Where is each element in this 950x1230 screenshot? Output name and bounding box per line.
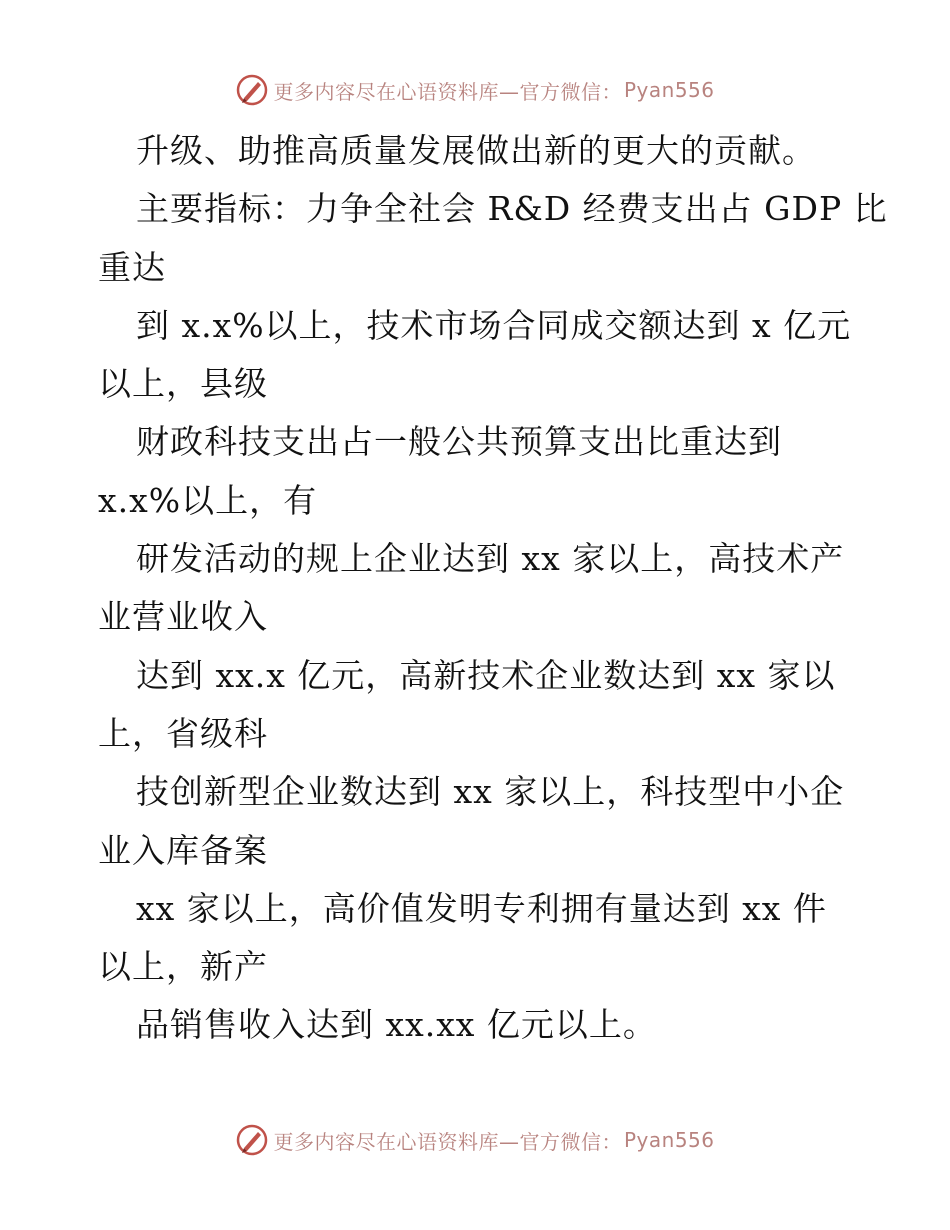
- text-line: 业营业收入: [98, 597, 268, 637]
- text-line: 达到 xx.x 亿元，高新技术企业数达到 xx 家以: [136, 655, 836, 695]
- document-body: [98, 122, 888, 1055]
- text-line: 研发活动的规上企业达到 xx 家以上，高技术产: [136, 539, 845, 579]
- text-line: 以上，县级: [98, 364, 268, 404]
- text-line: 技创新型企业数达到 xx 家以上，科技型中小企: [136, 772, 845, 812]
- text-line: 财政科技支出占一般公共预算支出比重达到: [136, 422, 782, 462]
- watermark-header: [0, 70, 950, 110]
- watermark-text: 更多内容尽在心语资料库—官方微信：: [273, 1129, 622, 1154]
- watermark-text: 更多内容尽在心语资料库—官方微信：: [273, 79, 622, 104]
- text-line: 升级、助推高质量发展做出新的更大的贡献。: [136, 131, 816, 170]
- text-line: 上，省级科: [98, 713, 268, 753]
- text-line: xx 家以上，高价值发明专利拥有量达到 xx 件: [136, 888, 827, 928]
- watermark-footer: [0, 1120, 950, 1160]
- text-line: 业入库备案: [98, 830, 268, 870]
- text-line: 重达: [98, 247, 166, 287]
- text-line: 到 x.x%以上，技术市场合同成交额达到 x 亿元: [136, 305, 852, 345]
- text-line: x.x%以上，有: [98, 480, 318, 520]
- text-line: 以上，新产: [98, 947, 268, 987]
- pen-logo-icon: [235, 1123, 269, 1157]
- text-line: 品销售收入达到 xx.xx 亿元以上。: [136, 1005, 657, 1045]
- text-line: 主要指标：力争全社会 R&D 经费支出占 GDP 比: [136, 189, 888, 229]
- pen-logo-icon: [235, 73, 269, 107]
- watermark-code: Pyan556: [623, 78, 715, 102]
- watermark-code: Pyan556: [623, 1128, 715, 1152]
